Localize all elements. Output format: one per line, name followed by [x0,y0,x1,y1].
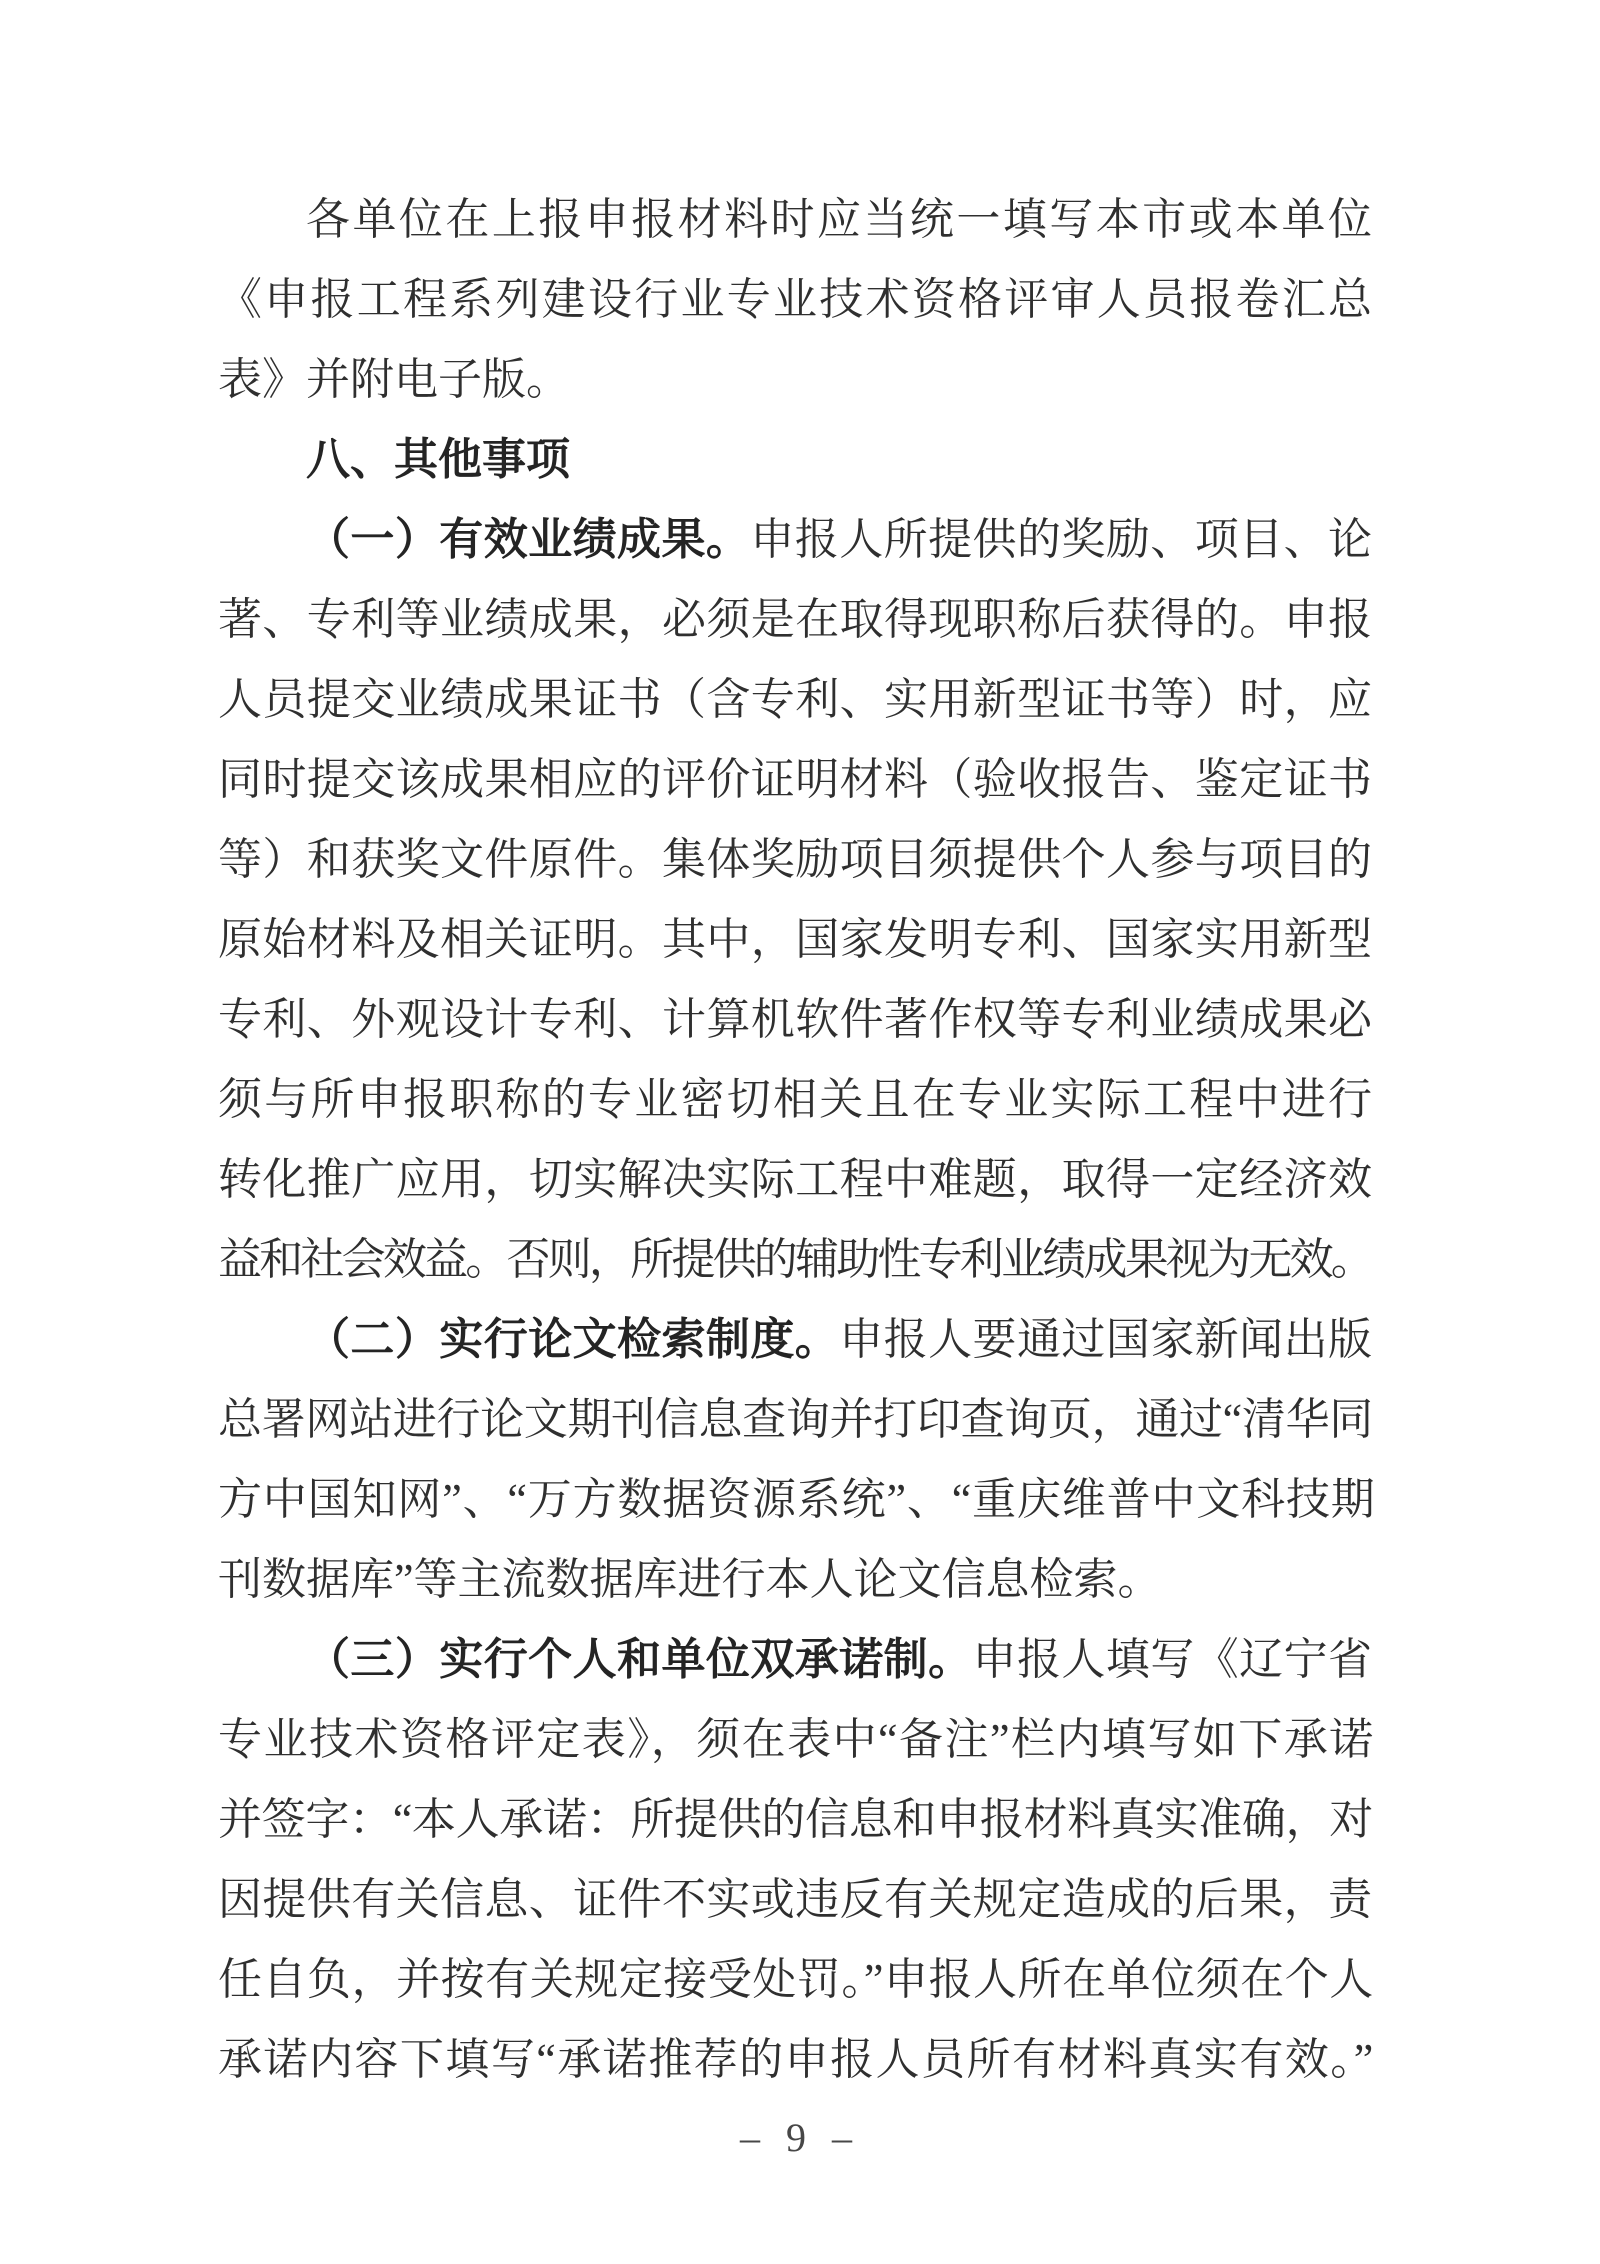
text-segment: 著、专利等业绩成果，必须是在取得现职称后获得的。申报 [218,595,1372,644]
text-line-15 [218,1300,1372,1380]
text-segment: 同时提交该成果相应的评价证明材料（验收报告、鉴定证书 [218,755,1372,804]
text-line-17 [218,1460,1372,1540]
text-segment: 专利、外观设计专利、计算机软件著作权等专利业绩成果必 [218,995,1372,1044]
bold-text-segment: （三）实行个人和单位双承诺制。 [306,1635,973,1684]
text-segment: 专业技术资格评定表》，须在表中“备注”栏内填写如下承诺 [218,1715,1372,1764]
text-segment: 任自负，并按有关规定接受处罚。”申报人所在单位须在个人 [218,1955,1372,2004]
text-segment: 转化推广应用，切实解决实际工程中难题，取得一定经济效 [218,1155,1372,1204]
text-line-4 [218,420,1372,500]
text-segment: 各单位在上报申报材料时应当统一填写本市或本单位 [306,195,1372,244]
text-line-10 [218,900,1372,980]
text-segment: 申报人要通过国家新闻出版 [839,1315,1373,1364]
page-number: – 9 – [740,2115,860,2160]
text-line-1 [218,180,1372,260]
text-segment: 申报人填写《辽宁省 [972,1635,1373,1684]
text-line-16 [218,1380,1372,1460]
text-line-22 [218,1860,1372,1940]
text-segment: 《申报工程系列建设行业专业技术资格评审人员报卷汇总 [218,275,1372,324]
text-line-24 [218,2020,1372,2100]
text-segment: 须与所申报职称的专业密切相关且在专业实际工程中进行 [218,1075,1372,1124]
text-line-12 [218,1060,1372,1140]
text-segment: 因提供有关信息、证件不实或违反有关规定造成的后果，责 [218,1875,1372,1924]
text-line-3 [218,340,1372,420]
text-line-9 [218,820,1372,900]
text-line-14 [218,1220,1372,1300]
text-segment: 刊数据库”等主流数据库进行本人论文信息检索。 [218,1555,1162,1604]
text-segment: 等）和获奖文件原件。集体奖励项目须提供个人参与项目的 [218,835,1372,884]
text-line-18 [218,1540,1372,1620]
text-line-23 [218,1940,1372,2020]
text-line-11 [218,980,1372,1060]
bold-text-segment: （二）实行论文检索制度。 [306,1315,840,1364]
text-line-7 [218,660,1372,740]
text-line-19 [218,1620,1372,1700]
text-line-2 [218,260,1372,340]
text-segment: 并签字：“本人承诺：所提供的信息和申报材料真实准确，对 [218,1795,1372,1844]
text-line-20 [218,1700,1372,1780]
text-segment: 原始材料及相关证明。其中，国家发明专利、国家实用新型 [218,915,1372,964]
document-body [218,180,1372,2100]
text-line-8 [218,740,1372,820]
text-segment: 方中国知网”、“万方数据资源系统”、“重庆维普中文科技期 [218,1475,1372,1524]
text-line-13 [218,1140,1372,1220]
text-segment: 承诺内容下填写“承诺推荐的申报人员所有材料真实有效。” [218,2035,1372,2084]
text-line-5 [218,500,1372,580]
text-segment: 益和社会效益。否则，所提供的辅助性专利业绩成果视为无效。 [218,1235,1372,1284]
text-segment: 表》并附电子版。 [218,355,570,404]
text-line-21 [218,1780,1372,1860]
text-line-6 [218,580,1372,660]
bold-text-segment: 八、其他事项 [306,435,570,484]
text-segment: 总署网站进行论文期刊信息查询并打印查询页，通过“清华同 [218,1395,1372,1444]
text-segment: 人员提交业绩成果证书（含专利、实用新型证书等）时，应 [218,675,1372,724]
bold-text-segment: （一）有效业绩成果。 [306,515,751,564]
text-segment: 申报人所提供的奖励、项目、论 [750,515,1373,564]
